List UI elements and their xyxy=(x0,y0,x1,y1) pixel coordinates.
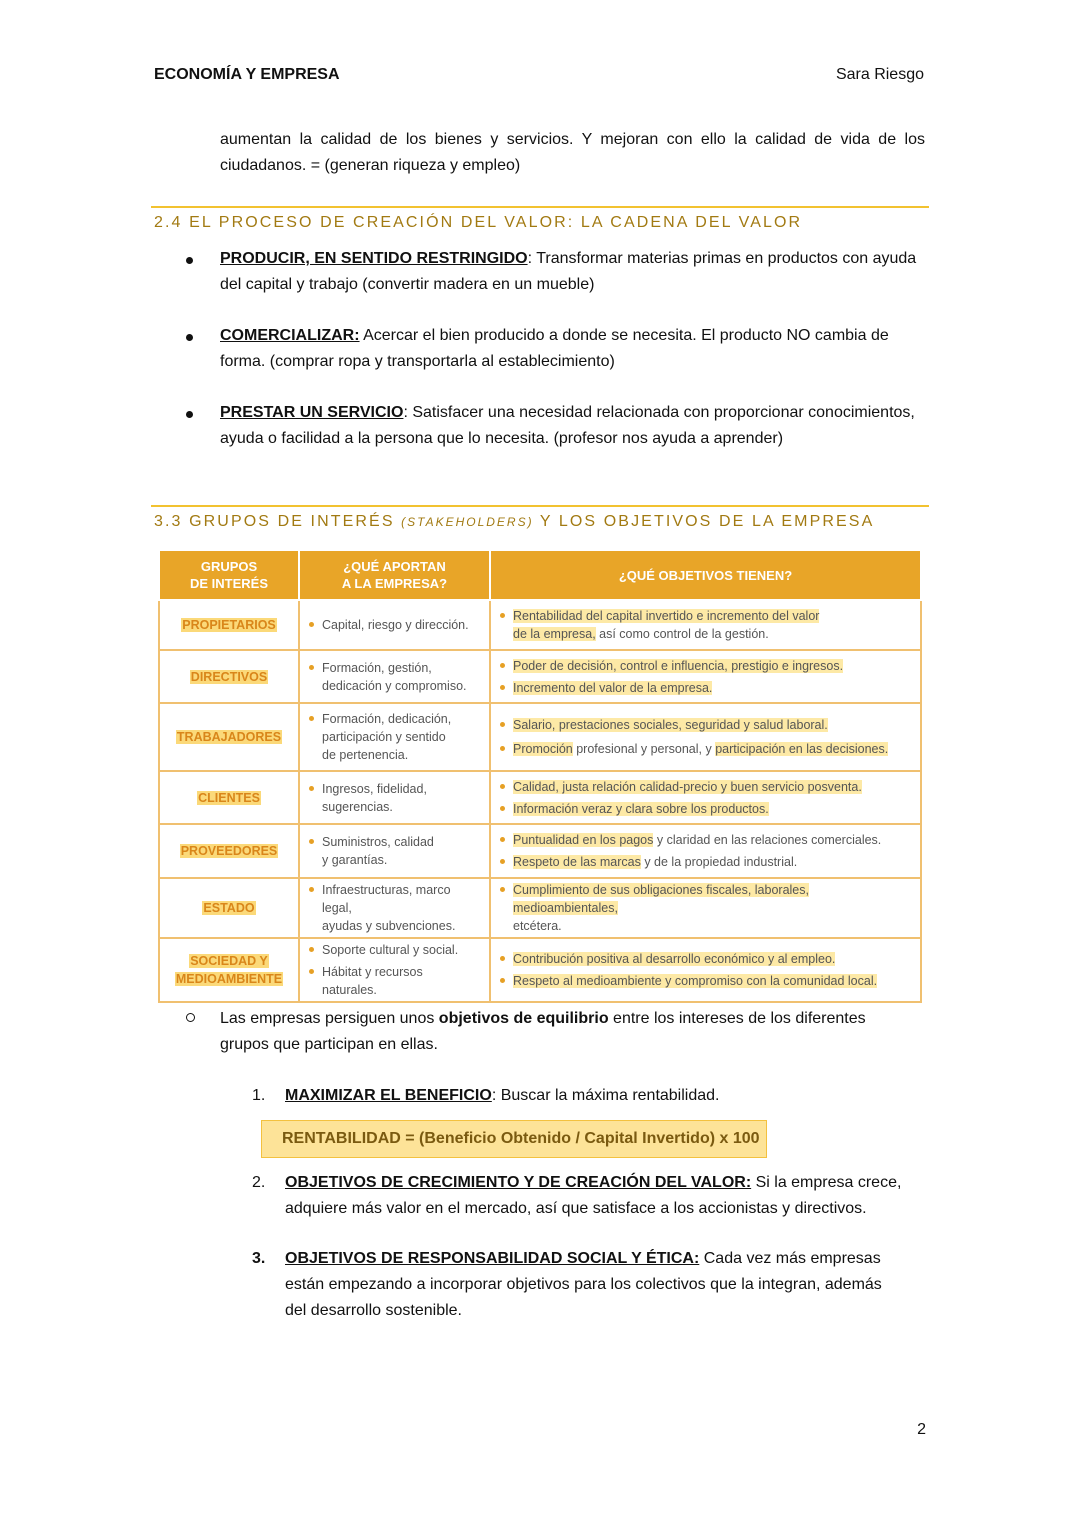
value-chain-item-produce xyxy=(220,246,925,298)
objectives-cell: Rentabilidad del capital invertido e incremento del valor de la empresa, así como control de la gestión. xyxy=(490,600,921,650)
term-separator: : xyxy=(403,404,408,421)
objectives-cell: Puntualidad en los pagos y claridad en las relaciones comerciales. Respeto de las marcas y de la propiedad industrial. xyxy=(490,824,921,878)
table-header-row xyxy=(159,550,921,600)
objectives-cell: Cumplimiento de sus obligaciones fiscales, laborales, medioambientales, etcétera. xyxy=(490,878,921,938)
term-label: COMERCIALIZAR: xyxy=(220,327,360,344)
circle-bullet-icon xyxy=(186,1013,195,1022)
table-row xyxy=(159,703,921,771)
term-definition: Transformar materias primas en productos con ayuda del capital y trabajo (convertir madera en un mueble) xyxy=(220,250,917,293)
contribution-cell: Capital, riesgo y dirección. xyxy=(299,600,490,650)
objective-term: MAXIMIZAR EL BENEFICIO xyxy=(285,1087,492,1104)
bullet-icon xyxy=(186,411,193,418)
header-author: Sara Riesgo xyxy=(835,66,924,83)
bullet-icon xyxy=(186,257,193,264)
section-3-3-title-paren: (STAKEHOLDERS) xyxy=(401,515,534,529)
group-cell: SOCIEDAD Y MEDIOAMBIENTE xyxy=(159,938,299,1002)
contribution-cell: Infraestructuras, marco legal, ayudas y subvenciones. xyxy=(299,878,490,938)
objectives-cell: Calidad, justa relación calidad-precio y buen servicio posventa. Información veraz y clara sobre los productos. xyxy=(490,771,921,824)
section-3-3-rule xyxy=(151,505,929,507)
group-cell: PROVEEDORES xyxy=(159,824,299,878)
table-row xyxy=(159,824,921,878)
value-chain-item-commercialize xyxy=(220,323,925,375)
value-chain-item-service xyxy=(220,400,925,452)
contribution-cell: Suministros, calidad y garantías. xyxy=(299,824,490,878)
objective-item-1 xyxy=(252,1083,905,1109)
contribution-cell: Soporte cultural y social. Hábitat y recursos naturales. xyxy=(299,938,490,1002)
objective-term: OBJETIVOS DE RESPONSABILIDAD SOCIAL Y ÉTICA: xyxy=(285,1250,700,1267)
contribution-cell: Ingresos, fidelidad, sugerencias. xyxy=(299,771,490,824)
group-cell: DIRECTIVOS xyxy=(159,650,299,703)
table-row xyxy=(159,878,921,938)
objective-number: 3. xyxy=(252,1250,266,1267)
section-3-3-title-end: Y LOS OBJETIVOS DE LA EMPRESA xyxy=(533,513,875,530)
contribution-cell: Formación, dedicación, participación y sentido de pertenencia. xyxy=(299,703,490,771)
header-objectives: ¿QUÉ OBJETIVOS TIENEN? xyxy=(490,550,921,600)
profitability-formula: RENTABILIDAD = (Beneficio Obtenido / Capital Invertido) x 100 xyxy=(261,1120,767,1158)
contribution-cell: Formación, gestión, dedicación y compromiso. xyxy=(299,650,490,703)
section-2-4-rule xyxy=(151,206,929,208)
objective-text: Cada vez más empresas están empezando a incorporar objetivos para los colectivos que la integran, además del desarrollo sostenible. xyxy=(285,1250,882,1319)
stakeholders-table xyxy=(158,549,922,1003)
header-contributions: ¿QUÉ APORTAN A LA EMPRESA? xyxy=(299,550,490,600)
table-row xyxy=(159,938,921,1002)
page-number: 2 xyxy=(917,1421,926,1438)
table-row xyxy=(159,650,921,703)
group-cell: CLIENTES xyxy=(159,771,299,824)
header-subject: ECONOMÍA Y EMPRESA xyxy=(154,66,340,83)
section-3-3-title xyxy=(154,513,874,531)
objective-number: 1. xyxy=(252,1087,266,1104)
term-label: PRODUCIR, EN SENTIDO RESTRINGIDO xyxy=(220,250,528,267)
group-cell: PROPIETARIOS xyxy=(159,600,299,650)
term-label: PRESTAR UN SERVICIO xyxy=(220,404,404,421)
table-row xyxy=(159,600,921,650)
group-cell: TRABAJADORES xyxy=(159,703,299,771)
section-3-3-title-main: 3.3 GRUPOS DE INTERÉS xyxy=(154,513,402,530)
objectives-cell: Contribución positiva al desarrollo económico y al empleo. Respeto al medioambiente y compromiso con la comunidad local. xyxy=(490,938,921,1002)
objective-number: 2. xyxy=(252,1174,266,1191)
group-cell: ESTADO xyxy=(159,878,299,938)
bullet-icon xyxy=(186,334,193,341)
intro-paragraph: aumentan la calidad de los bienes y servicios. Y mejoran con ello la calidad de vida de los ciudadanos. = (generan riqueza y empleo) xyxy=(220,131,925,174)
equilibrium-paragraph: Las empresas persiguen unos objetivos de equilibrio entre los intereses de los diferentes grupos que participan en ellas. xyxy=(220,1010,866,1053)
objectives-cell: Salario, prestaciones sociales, seguridad y salud laboral. Promoción profesional y personal, y participación en las decisiones. xyxy=(490,703,921,771)
term-separator: : xyxy=(527,250,533,267)
term-definition: Acercar el bien producido a donde se necesita. El producto NO cambia de forma. (comprar ropa y transportarla al establecimiento) xyxy=(220,327,889,370)
objective-text: Si la empresa crece, adquiere más valor en el mercado, así que satisface a los accionistas y directivos. xyxy=(285,1174,902,1217)
objective-term: OBJETIVOS DE CRECIMIENTO Y DE CREACIÓN DEL VALOR: xyxy=(285,1174,752,1191)
objective-item-2 xyxy=(252,1170,905,1222)
section-2-4-title: 2.4 EL PROCESO DE CREACIÓN DEL VALOR: LA CADENA DEL VALOR xyxy=(154,214,803,231)
table-row xyxy=(159,771,921,824)
objective-text: : Buscar la máxima rentabilidad. xyxy=(491,1087,720,1104)
objectives-cell: Poder de decisión, control e influencia, prestigio e ingresos. Incremento del valor de la empresa. xyxy=(490,650,921,703)
objective-item-3 xyxy=(252,1246,905,1324)
term-definition: Satisfacer una necesidad relacionada con proporcionar conocimientos, ayuda o facilidad a la persona que lo necesita. (profesor nos ayuda a aprender) xyxy=(220,404,915,447)
header-groups: GRUPOS DE INTERÉS xyxy=(159,550,299,600)
